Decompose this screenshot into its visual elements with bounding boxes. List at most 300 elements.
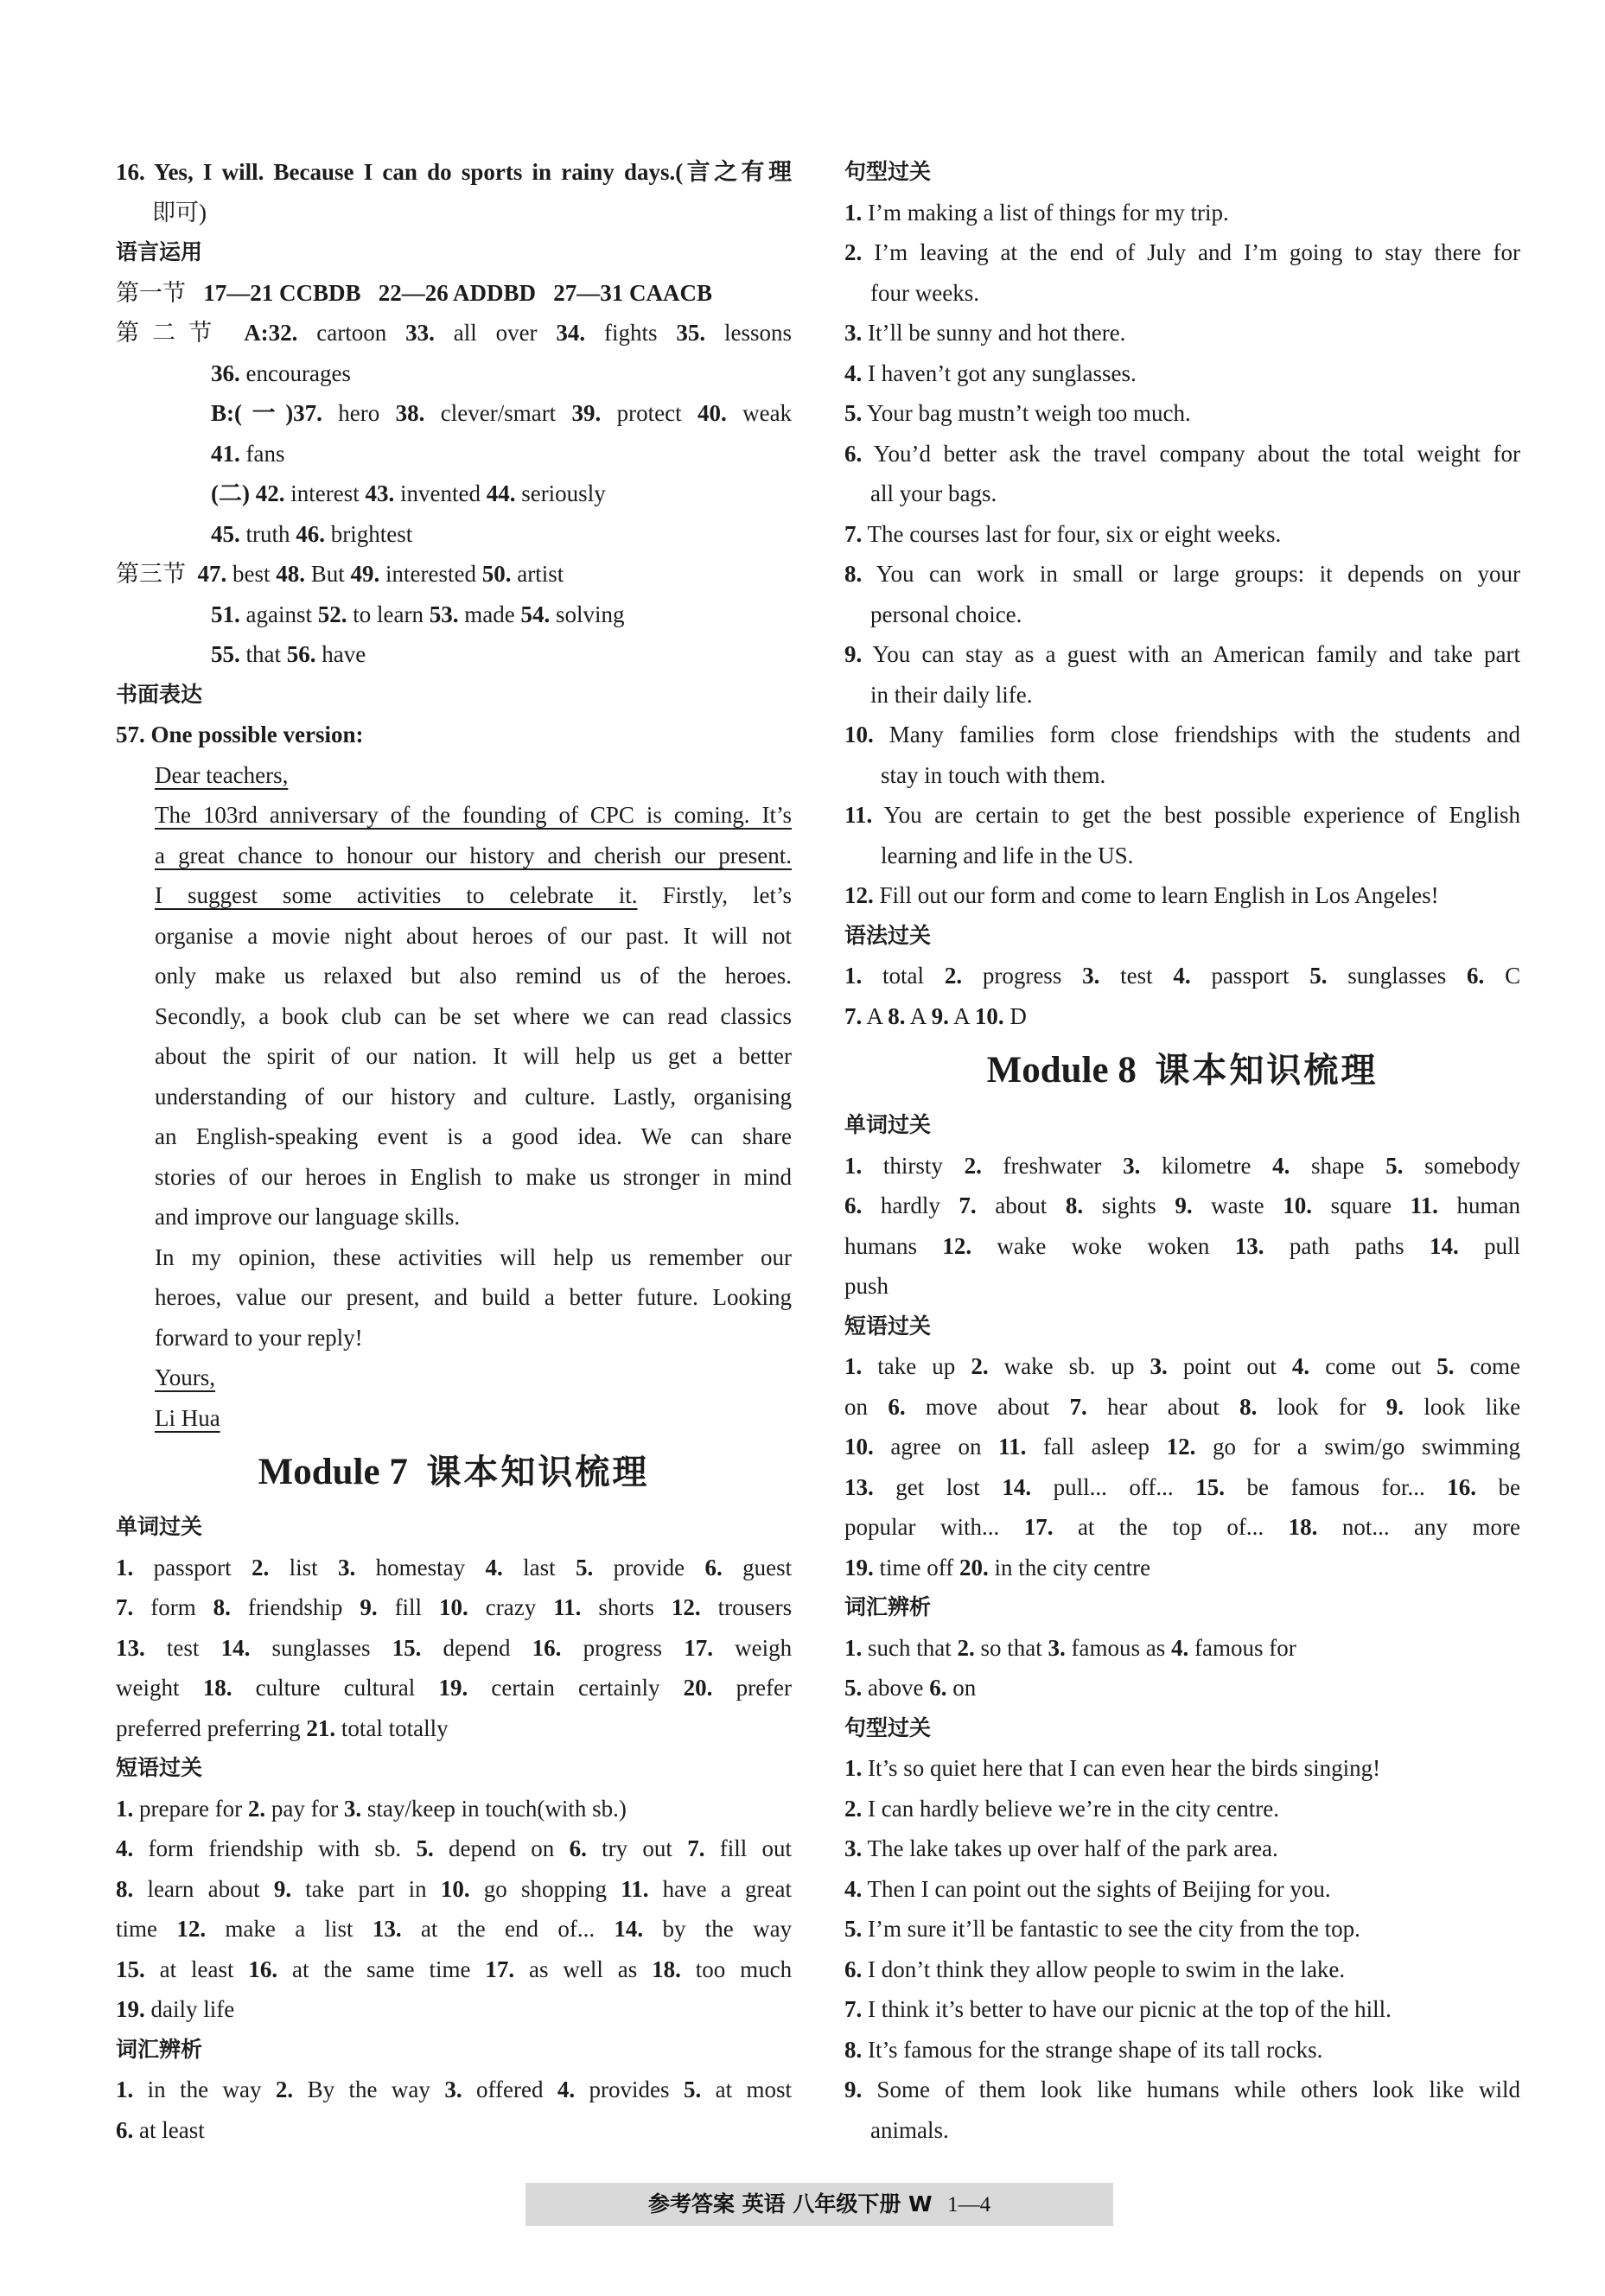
- item-number: 2.: [971, 1353, 989, 1379]
- item-answer: woke: [1071, 1232, 1123, 1259]
- item-number: 2.: [275, 2077, 294, 2102]
- item-number: 9.: [931, 1002, 949, 1029]
- item-number: 13.: [1234, 1232, 1264, 1259]
- item-number: 4.: [1291, 1353, 1310, 1379]
- sentence-text: I’m sure it’ll be fantastic to see the city from the top.: [868, 1916, 1360, 1942]
- sentence-text: I haven’t got any sunglasses.: [868, 359, 1137, 386]
- item-answer: agree on: [890, 1434, 982, 1460]
- answer-row: [844, 996, 1520, 1037]
- item-number: 4.: [557, 2077, 576, 2102]
- sentence-text: You can work in small or large groups: it depends on your: [876, 561, 1520, 587]
- sentence-text: You’d better ask the travel company about the total weight for: [873, 440, 1520, 467]
- item-answer: square: [1330, 1193, 1392, 1218]
- item-answer: totally: [388, 1714, 449, 1741]
- item-number: 9.: [1385, 1393, 1404, 1420]
- item-number: (二): [211, 480, 250, 506]
- item-number: 6.: [844, 440, 863, 467]
- item-answer: above: [868, 1675, 924, 1701]
- item-answer: humans: [844, 1232, 917, 1259]
- essay-line-9: an English-speaking event is a good idea. We can share: [155, 1123, 792, 1149]
- q16-line-1: 16. Yes, I will. Because I can do sports in rainy days.(言之有理: [116, 159, 792, 185]
- sentence-item: [844, 232, 1520, 273]
- sentence-item: [844, 193, 1520, 233]
- item-answer: total: [341, 1714, 383, 1741]
- sentence-text: It’s so quiet here that I can even hear the birds singing!: [868, 1755, 1381, 1781]
- answer-row: [116, 1708, 792, 1749]
- item-number: 1.: [844, 1353, 863, 1379]
- item-answer: against: [245, 601, 312, 627]
- essay-line-11: and improve our language skills.: [155, 1204, 461, 1230]
- section-3-line-3: [116, 634, 792, 675]
- page-footer: [525, 2183, 1113, 2226]
- sentence-item: [844, 2030, 1520, 2070]
- essay-line-2: a great chance to honour our history and cherish our present.: [155, 842, 792, 868]
- sentence-continuation: stay in touch with them.: [881, 761, 1106, 788]
- item-number: 12.: [1166, 1434, 1196, 1460]
- answer-row: [844, 1668, 1520, 1708]
- item-number: 10.: [844, 722, 874, 747]
- item-answer: prepare for: [139, 1795, 243, 1822]
- item-answer: brightest: [330, 520, 413, 547]
- sentence-item: [844, 393, 1520, 434]
- item-answer: progress: [982, 963, 1062, 989]
- answer-row: [116, 1628, 792, 1669]
- sentence-item: [844, 1748, 1520, 1789]
- item-answer: total: [882, 963, 925, 989]
- item-answer: famous for: [1194, 1634, 1296, 1661]
- module-8-title: Module 8 课本知识梳理: [986, 1050, 1379, 1091]
- item-answer: solving: [555, 601, 625, 627]
- item-answer: made: [464, 601, 515, 627]
- item-answer: in the city centre: [994, 1554, 1151, 1580]
- item-number: 17.: [684, 1634, 713, 1661]
- item-answer: passport: [1211, 963, 1290, 989]
- answer-row: [844, 1186, 1520, 1226]
- item-number: 19.: [438, 1675, 468, 1701]
- item-number: 8.: [844, 2036, 863, 2063]
- item-number: 3.: [1082, 963, 1100, 989]
- item-number: 6.: [116, 2116, 134, 2143]
- item-number: 35.: [676, 320, 706, 346]
- item-number: A:32.: [244, 320, 298, 346]
- item-number: 3.: [343, 1795, 362, 1822]
- sentence-continuation: all your bags.: [870, 480, 997, 506]
- item-answer: interested: [385, 561, 476, 587]
- item-number: 1.: [116, 1795, 134, 1822]
- section-2-line-2: [116, 353, 792, 394]
- item-answer: preferred: [116, 1714, 201, 1741]
- heading-sentences-m8: 句型过关: [844, 1714, 932, 1740]
- item-answer: path: [1289, 1232, 1330, 1259]
- answer-row: [116, 1869, 792, 1910]
- item-number: 44.: [486, 480, 516, 506]
- m7-vocab-block: [116, 2070, 792, 2150]
- answers-22-26: 22—26 ADDBD: [378, 279, 537, 306]
- essay-line-10: stories of our heroes in English to make us stronger in mind: [155, 1163, 792, 1190]
- item-answer: But: [310, 561, 345, 587]
- sentence-item: [844, 1789, 1520, 1829]
- item-answer: pull: [1484, 1232, 1520, 1259]
- section-1-label: 第一节: [116, 279, 186, 306]
- left-column: [116, 152, 792, 2150]
- item-number: 36.: [211, 359, 240, 386]
- m8-words-block: [844, 1146, 1520, 1307]
- item-number: 2.: [944, 963, 963, 989]
- item-number: 12.: [671, 1594, 701, 1620]
- item-answer: have a great: [662, 1875, 792, 1902]
- sentence-text: Some of them look like humans while others look like wild: [876, 2077, 1520, 2102]
- item-answer: trousers: [717, 1594, 792, 1620]
- answer-row: [844, 1427, 1520, 1467]
- item-answer: come: [1469, 1353, 1520, 1379]
- item-answer: look for: [1277, 1393, 1366, 1420]
- item-answer: lessons: [724, 320, 792, 346]
- item-answer: be: [1498, 1473, 1520, 1500]
- item-number: 2.: [844, 1795, 863, 1822]
- sentence-item: [844, 795, 1520, 836]
- sentence-continuation: learning and life in the US.: [881, 842, 1134, 868]
- item-number: 10.: [1283, 1193, 1312, 1218]
- item-answer: stay/keep in touch(with sb.): [366, 1795, 627, 1822]
- answer-row: [116, 1789, 792, 1829]
- sentence-item: [844, 554, 1520, 595]
- item-answer: wake: [997, 1232, 1047, 1259]
- item-answer: so: [980, 1634, 1002, 1661]
- item-number: 50.: [481, 561, 512, 587]
- answers-17-21: 17—21 CCBDB: [203, 279, 361, 306]
- item-answer: at the same time: [291, 1956, 471, 1982]
- item-answer: have: [322, 641, 366, 667]
- item-answer: at least: [139, 2116, 205, 2143]
- heading-writing: 书面表达: [116, 681, 203, 707]
- section-2-line-5: [116, 474, 792, 514]
- heading-sentences-m7: 句型过关: [844, 159, 932, 184]
- item-answer: go shopping: [483, 1875, 607, 1902]
- item-number: 5.: [683, 2077, 702, 2102]
- item-number: 4.: [485, 1554, 503, 1580]
- item-number: 2.: [957, 1634, 975, 1661]
- item-answer: at the end of...: [420, 1916, 596, 1942]
- item-number: 52.: [317, 601, 347, 627]
- item-number: 13.: [116, 1634, 145, 1661]
- item-answer: A: [909, 1002, 926, 1029]
- item-answer: provides: [589, 2077, 670, 2102]
- item-number: 18.: [1288, 1514, 1318, 1540]
- item-answer: offered: [475, 2077, 544, 2102]
- item-answer: depend: [443, 1634, 511, 1661]
- item-answer: come out: [1325, 1353, 1422, 1379]
- item-number: 4.: [1272, 1152, 1290, 1179]
- item-answer: weigh: [735, 1634, 792, 1661]
- section-2-line-4: [116, 434, 792, 474]
- item-number: 5.: [844, 1916, 863, 1942]
- section-2-label: 第二节: [116, 320, 226, 346]
- item-number: 7.: [844, 520, 863, 547]
- sentence-item: [844, 514, 1520, 555]
- item-answer: sunglasses: [1347, 963, 1447, 989]
- answer-row: [116, 1587, 792, 1628]
- item-answer: go for a swim/go swimming: [1213, 1434, 1520, 1460]
- item-answer: truth: [245, 520, 290, 547]
- item-answer: certain: [491, 1675, 555, 1701]
- item-answer: cartoon: [316, 320, 387, 346]
- item-answer: depend on: [449, 1835, 555, 1861]
- item-answer: sunglasses: [271, 1634, 371, 1661]
- module-7-title: Module 7 课本知识梳理: [258, 1452, 650, 1492]
- item-answer: weak: [742, 400, 792, 426]
- item-number: 8.: [116, 1875, 134, 1902]
- item-number: 15.: [1195, 1473, 1225, 1500]
- item-answer: guest: [742, 1554, 792, 1580]
- m8-phrases-block: [844, 1346, 1520, 1587]
- item-number: 55.: [211, 641, 240, 667]
- item-answer: encourages: [245, 359, 351, 386]
- item-number: 9.: [1175, 1193, 1193, 1218]
- item-number: 2.: [252, 1554, 270, 1580]
- item-number: 14.: [1429, 1232, 1459, 1259]
- item-number: 1.: [844, 1755, 863, 1781]
- item-number: 4.: [844, 1875, 863, 1902]
- item-answer: to learn: [353, 601, 424, 627]
- item-number: 1.: [844, 1634, 863, 1661]
- sentence-text: The lake takes up over half of the park area.: [867, 1835, 1278, 1861]
- item-answer: shape: [1311, 1152, 1365, 1179]
- item-number: 8.: [888, 1002, 906, 1029]
- item-answer: form friendship with sb.: [148, 1835, 402, 1861]
- answer-row: [844, 1387, 1520, 1428]
- item-answer: certainly: [578, 1675, 660, 1701]
- item-answer: seriously: [521, 480, 606, 506]
- item-number: 39.: [571, 400, 602, 426]
- sentence-item: [844, 1869, 1520, 1910]
- answer-row: [116, 1829, 792, 1869]
- item-number: 3.: [1123, 1152, 1141, 1179]
- sentence-continuation: in their daily life.: [870, 681, 1033, 708]
- section-2-line-3: [116, 393, 792, 434]
- item-number: 1.: [844, 963, 863, 989]
- item-answer: somebody: [1424, 1152, 1520, 1179]
- item-answer: move about: [925, 1393, 1050, 1420]
- essay-line-7: about the spirit of our nation. It will help us get a better: [155, 1043, 792, 1069]
- item-number: 6.: [704, 1554, 723, 1580]
- item-number: 7.: [1069, 1393, 1087, 1420]
- item-number: 7.: [844, 1002, 863, 1029]
- item-number: 11.: [621, 1875, 649, 1902]
- sentence-item: [844, 1949, 1520, 1990]
- item-number: 16.: [1447, 1473, 1477, 1500]
- heading-words-m8: 单词过关: [844, 1112, 932, 1137]
- item-number: 8.: [1239, 1393, 1258, 1420]
- essay-line-12: In my opinion, these activities will help us remember our: [155, 1243, 792, 1270]
- item-answer: D: [1009, 1002, 1027, 1029]
- section-3-label: 第三节: [116, 561, 186, 587]
- essay-line-6: Secondly, a book club can be set where we can read classics: [155, 1002, 792, 1029]
- item-answer: A: [866, 1002, 882, 1029]
- item-answer: invented: [399, 480, 481, 506]
- sentence-text: It’s famous for the strange shape of its tall rocks.: [868, 2036, 1323, 2063]
- essay-line-14: forward to your reply!: [155, 1324, 363, 1351]
- sentence-text: I don’t think they allow people to swim in the lake.: [868, 1956, 1346, 1982]
- item-answer: get lost: [895, 1473, 980, 1500]
- m8-sentences-block: [844, 1748, 1520, 2150]
- item-answer: make a list: [225, 1916, 353, 1942]
- item-answer: push: [844, 1273, 889, 1299]
- item-number: 53.: [429, 601, 459, 627]
- answer-row: [844, 1346, 1520, 1387]
- item-answer: form: [150, 1594, 196, 1620]
- item-number: 18.: [652, 1956, 681, 1982]
- item-number: 13.: [844, 1473, 874, 1500]
- item-number: 9.: [844, 641, 863, 667]
- item-answer: fights: [604, 320, 658, 346]
- item-answer: at least: [159, 1956, 234, 1982]
- item-number: 3.: [1150, 1353, 1168, 1379]
- item-answer: on: [952, 1675, 977, 1701]
- item-number: 7.: [687, 1835, 705, 1861]
- sentence-text: You can stay as a guest with an American family and take part: [872, 641, 1520, 667]
- item-answer: that: [1007, 1634, 1042, 1661]
- sentence-item: [844, 353, 1520, 394]
- item-number: 3.: [844, 1835, 863, 1861]
- item-answer: interest: [290, 480, 360, 506]
- m7-sentences-block: [844, 193, 1520, 916]
- item-number: 45.: [211, 520, 240, 547]
- sentence-text: I’m leaving at the end of July and I’m going to stay there for: [874, 239, 1520, 265]
- essay-line-3: I suggest some activities to celebrate it. Firstly, let’s: [155, 882, 792, 908]
- section-2-line-6: [116, 514, 792, 555]
- item-answer: thirsty: [882, 1152, 943, 1179]
- item-answer: pull... off...: [1053, 1473, 1174, 1500]
- item-number: 8.: [1065, 1193, 1084, 1218]
- item-number: 56.: [286, 641, 316, 667]
- section-1-answers: [116, 273, 792, 314]
- item-number: 7.: [959, 1193, 977, 1218]
- item-number: 18.: [202, 1675, 232, 1701]
- item-number: 12.: [942, 1232, 972, 1259]
- item-answer: protect: [616, 400, 682, 426]
- item-answer: waste: [1211, 1193, 1264, 1218]
- answer-row: [844, 1548, 1520, 1588]
- item-number: 5.: [1436, 1353, 1455, 1379]
- item-answer: such: [868, 1634, 911, 1661]
- item-answer: hero: [338, 400, 380, 426]
- item-number: 16.: [248, 1956, 278, 1982]
- item-number: 10.: [440, 1875, 470, 1902]
- item-answer: test: [1120, 963, 1153, 989]
- item-number: 9.: [273, 1875, 292, 1902]
- item-number: 43.: [365, 480, 395, 506]
- item-answer: fill: [394, 1594, 423, 1620]
- sentence-text: Fill out our form and come to learn English in Los Angeles!: [879, 882, 1439, 908]
- item-answer: list: [289, 1554, 318, 1580]
- item-answer: friendship: [247, 1594, 343, 1620]
- item-number: 4.: [1173, 963, 1191, 989]
- sentence-item: [844, 875, 1520, 916]
- heading-phrases-m7: 短语过关: [116, 1755, 203, 1780]
- item-number: 47.: [197, 561, 227, 587]
- item-number: 42.: [255, 480, 285, 506]
- answer-row: [844, 1146, 1520, 1186]
- footer-label: 参考答案 英语 八年级下册 W: [647, 2191, 933, 2216]
- item-answer: take part in: [305, 1875, 427, 1902]
- sentence-text: Many families form close friendships with the students and: [888, 722, 1520, 747]
- item-answer: woken: [1147, 1232, 1210, 1259]
- item-number: 54.: [520, 601, 551, 627]
- item-answer: look like: [1423, 1393, 1520, 1420]
- sentence-text: It’ll be sunny and hot there.: [868, 320, 1126, 346]
- sentence-continuation: animals.: [870, 2116, 949, 2143]
- answer-row: [844, 1507, 1520, 1548]
- item-number: 13.: [372, 1916, 402, 1942]
- item-answer: cultural: [343, 1675, 416, 1701]
- item-number: 38.: [395, 400, 425, 426]
- item-number: 10.: [844, 1434, 874, 1460]
- section-3-line-1: [116, 554, 792, 595]
- heading-language-use: 语言运用: [116, 239, 203, 264]
- item-answer: preferring: [207, 1714, 301, 1741]
- item-number: 2.: [247, 1795, 266, 1822]
- item-number: 7.: [116, 1594, 134, 1620]
- item-answer: hear about: [1107, 1393, 1220, 1420]
- item-answer: homestay: [375, 1554, 466, 1580]
- heading-vocab-m8: 词汇辨析: [844, 1594, 932, 1619]
- answers-27-31: 27—31 CAACB: [553, 279, 713, 306]
- item-number: 5.: [416, 1835, 434, 1861]
- item-answer: fall asleep: [1042, 1434, 1150, 1460]
- item-answer: in the way: [147, 2077, 262, 2102]
- item-number: 40.: [697, 400, 727, 426]
- item-number: 51.: [211, 601, 240, 627]
- essay-line-4: organise a movie night about heroes of our past. It will not: [155, 922, 792, 949]
- item-number: 14.: [614, 1916, 644, 1942]
- item-number: 7.: [844, 1996, 863, 2022]
- sentence-continuation: four weeks.: [870, 279, 979, 306]
- item-answer: C: [1505, 963, 1520, 989]
- item-number: 6.: [929, 1675, 947, 1701]
- item-number: 49.: [350, 561, 380, 587]
- sentence-text: I’m making a list of things for my trip.: [868, 199, 1229, 226]
- heading-phrases-m8: 短语过关: [844, 1313, 932, 1339]
- item-number: 21.: [306, 1714, 336, 1741]
- item-answer: kilometre: [1161, 1152, 1252, 1179]
- item-number: 34.: [556, 320, 586, 346]
- sentence-item: [844, 2070, 1520, 2110]
- item-number: 15.: [116, 1956, 145, 1982]
- answer-row: [844, 1628, 1520, 1669]
- item-number: 6.: [888, 1393, 906, 1420]
- item-number: 48.: [276, 561, 305, 587]
- item-number: 5.: [576, 1554, 594, 1580]
- item-answer: hardly: [880, 1193, 940, 1218]
- m7-phrases-block: [116, 1789, 792, 2030]
- item-answer: on: [844, 1393, 868, 1420]
- item-answer: not... any more: [1341, 1514, 1520, 1540]
- item-number: 8.: [844, 561, 863, 587]
- item-answer: popular with...: [844, 1514, 1000, 1540]
- sentence-item: [844, 1989, 1520, 2030]
- essay-line-8: understanding of our history and culture. Lastly, organising: [155, 1083, 792, 1110]
- sentence-text: You are certain to get the best possible experience of English: [883, 802, 1520, 828]
- item-number: 12.: [844, 882, 874, 908]
- sentence-item: [844, 434, 1520, 474]
- item-answer: By the way: [307, 2077, 430, 2102]
- item-number: 10.: [439, 1594, 468, 1620]
- item-answer: artist: [517, 561, 564, 587]
- item-number: 17.: [485, 1956, 515, 1982]
- item-answer: last: [523, 1554, 556, 1580]
- answer-row: [844, 1226, 1520, 1267]
- sentence-text: I think it’s better to have our picnic at the top of the hill.: [868, 1996, 1392, 2022]
